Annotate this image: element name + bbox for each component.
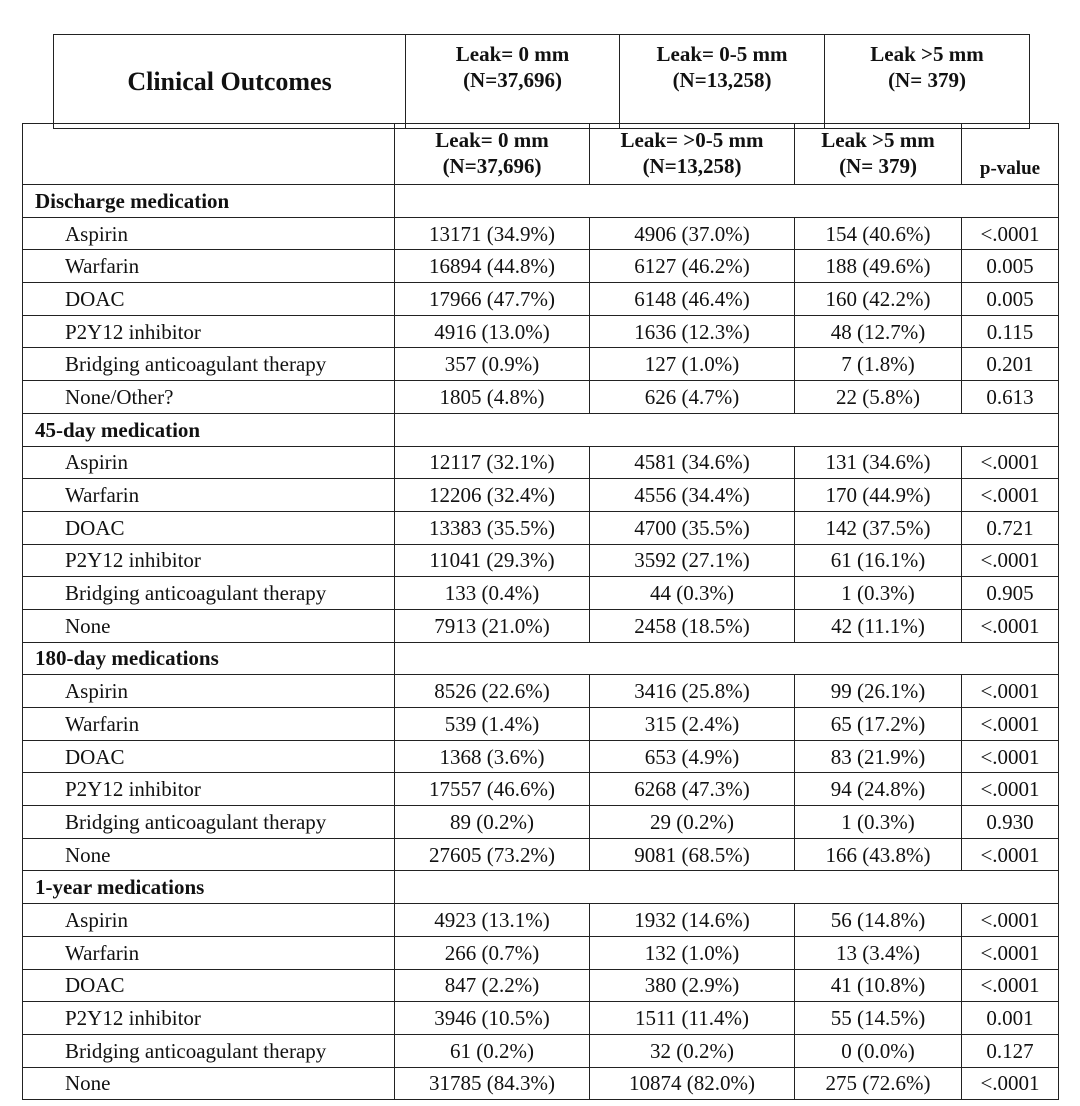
- section-spacer: [395, 871, 1059, 904]
- section-title: Discharge medication: [23, 185, 395, 218]
- row-label: None: [23, 1067, 395, 1100]
- header-col-label: Leak= >0-5 mm: [620, 128, 764, 152]
- table-row: [23, 969, 1059, 1002]
- header-col-count: (N=13,258): [642, 154, 742, 178]
- cell-leak-gt5: 83 (21.9%): [795, 740, 962, 773]
- table-row: [23, 511, 1059, 544]
- cell-leak-0: 89 (0.2%): [395, 806, 590, 839]
- table-row: [23, 609, 1059, 642]
- cell-leak-0: 3946 (10.5%): [395, 1002, 590, 1035]
- cell-pvalue: 0.721: [962, 511, 1059, 544]
- cell-pvalue: 0.115: [962, 315, 1059, 348]
- row-label: None: [23, 838, 395, 871]
- row-label: None: [23, 609, 395, 642]
- cell-leak-gt5: 142 (37.5%): [795, 511, 962, 544]
- cell-leak-0-5: 10874 (82.0%): [590, 1067, 795, 1100]
- cell-leak-0-5: 4581 (34.6%): [590, 446, 795, 479]
- cell-leak-gt5: 61 (16.1%): [795, 544, 962, 577]
- cell-leak-gt5: 166 (43.8%): [795, 838, 962, 871]
- table-row: [23, 773, 1059, 806]
- cell-leak-0-5: 1636 (12.3%): [590, 315, 795, 348]
- table-row: [23, 1034, 1059, 1067]
- cell-leak-0: 27605 (73.2%): [395, 838, 590, 871]
- top-col-count: (N=37,696): [463, 68, 562, 92]
- cell-leak-0-5: 1932 (14.6%): [590, 904, 795, 937]
- section-row: [23, 413, 1059, 446]
- cell-leak-gt5: 55 (14.5%): [795, 1002, 962, 1035]
- row-label: Bridging anticoagulant therapy: [23, 1034, 395, 1067]
- row-label: Bridging anticoagulant therapy: [23, 348, 395, 381]
- cell-leak-0: 17966 (47.7%): [395, 283, 590, 316]
- cell-pvalue: <.0001: [962, 609, 1059, 642]
- medication-table: [22, 123, 1059, 1100]
- top-col-label: Leak >5 mm: [870, 42, 984, 66]
- cell-leak-0: 266 (0.7%): [395, 936, 590, 969]
- header-col-leak-0-5: [590, 124, 795, 185]
- section-row: [23, 642, 1059, 675]
- top-col-count: (N= 379): [888, 68, 966, 92]
- cell-leak-0-5: 4906 (37.0%): [590, 217, 795, 250]
- cell-pvalue: <.0001: [962, 1067, 1059, 1100]
- top-col-leak-gt5: [825, 35, 1030, 129]
- cell-leak-gt5: 154 (40.6%): [795, 217, 962, 250]
- top-col-label: Leak= 0-5 mm: [656, 42, 788, 66]
- table-row: [23, 675, 1059, 708]
- cell-pvalue: <.0001: [962, 740, 1059, 773]
- cell-pvalue: <.0001: [962, 773, 1059, 806]
- cell-leak-0-5: 6127 (46.2%): [590, 250, 795, 283]
- row-label: DOAC: [23, 969, 395, 1002]
- cell-leak-gt5: 41 (10.8%): [795, 969, 962, 1002]
- row-label: Warfarin: [23, 936, 395, 969]
- header-col-pvalue: p-value: [962, 124, 1059, 185]
- table-row: [23, 250, 1059, 283]
- table-row: [23, 1067, 1059, 1100]
- cell-pvalue: <.0001: [962, 838, 1059, 871]
- outcomes-header-row: [54, 35, 1030, 129]
- cell-leak-gt5: 1 (0.3%): [795, 577, 962, 610]
- cell-leak-0: 16894 (44.8%): [395, 250, 590, 283]
- clinical-outcomes-title: Clinical Outcomes: [54, 35, 406, 129]
- cell-pvalue: <.0001: [962, 708, 1059, 741]
- row-label: Aspirin: [23, 904, 395, 937]
- cell-leak-gt5: 65 (17.2%): [795, 708, 962, 741]
- cell-leak-gt5: 170 (44.9%): [795, 479, 962, 512]
- cell-leak-0-5: 6148 (46.4%): [590, 283, 795, 316]
- cell-leak-0-5: 626 (4.7%): [590, 381, 795, 414]
- cell-leak-0: 17557 (46.6%): [395, 773, 590, 806]
- cell-pvalue: <.0001: [962, 969, 1059, 1002]
- section-spacer: [395, 642, 1059, 675]
- header-col-count: (N= 379): [839, 154, 917, 178]
- top-col-leak-0-5: [620, 35, 825, 129]
- section-row: [23, 185, 1059, 218]
- table-row: [23, 544, 1059, 577]
- top-col-label: Leak= 0 mm: [455, 42, 570, 66]
- cell-leak-gt5: 160 (42.2%): [795, 283, 962, 316]
- cell-leak-0-5: 44 (0.3%): [590, 577, 795, 610]
- cell-leak-0-5: 4700 (35.5%): [590, 511, 795, 544]
- table-row: [23, 740, 1059, 773]
- cell-leak-0: 7913 (21.0%): [395, 609, 590, 642]
- header-col-count: (N=37,696): [442, 154, 542, 178]
- cell-leak-gt5: 48 (12.7%): [795, 315, 962, 348]
- table-row: [23, 708, 1059, 741]
- cell-pvalue: <.0001: [962, 904, 1059, 937]
- row-label: DOAC: [23, 740, 395, 773]
- cell-pvalue: 0.930: [962, 806, 1059, 839]
- header-col-leak-gt5: [795, 124, 962, 185]
- cell-leak-gt5: 7 (1.8%): [795, 348, 962, 381]
- row-label: Bridging anticoagulant therapy: [23, 806, 395, 839]
- table-row: [23, 904, 1059, 937]
- row-label: P2Y12 inhibitor: [23, 773, 395, 806]
- cell-leak-0: 13383 (35.5%): [395, 511, 590, 544]
- cell-leak-0: 12206 (32.4%): [395, 479, 590, 512]
- table-row: [23, 1002, 1059, 1035]
- cell-leak-0: 1368 (3.6%): [395, 740, 590, 773]
- cell-leak-0-5: 2458 (18.5%): [590, 609, 795, 642]
- cell-pvalue: 0.905: [962, 577, 1059, 610]
- cell-leak-0-5: 6268 (47.3%): [590, 773, 795, 806]
- row-label: P2Y12 inhibitor: [23, 1002, 395, 1035]
- top-col-leak-0: [406, 35, 620, 129]
- cell-pvalue: 0.201: [962, 348, 1059, 381]
- section-row: [23, 871, 1059, 904]
- cell-pvalue: <.0001: [962, 479, 1059, 512]
- cell-leak-0: 357 (0.9%): [395, 348, 590, 381]
- row-label: P2Y12 inhibitor: [23, 315, 395, 348]
- table-row: [23, 446, 1059, 479]
- header-col-label: Leak >5 mm: [821, 128, 935, 152]
- cell-leak-0-5: 3416 (25.8%): [590, 675, 795, 708]
- header-col-leak-0: [395, 124, 590, 185]
- cell-leak-gt5: 56 (14.8%): [795, 904, 962, 937]
- cell-leak-0: 539 (1.4%): [395, 708, 590, 741]
- cell-leak-gt5: 0 (0.0%): [795, 1034, 962, 1067]
- cell-leak-0-5: 32 (0.2%): [590, 1034, 795, 1067]
- header-blank-cell: [23, 124, 395, 185]
- cell-pvalue: 0.127: [962, 1034, 1059, 1067]
- cell-leak-0-5: 127 (1.0%): [590, 348, 795, 381]
- section-spacer: [395, 185, 1059, 218]
- row-label: Aspirin: [23, 675, 395, 708]
- cell-leak-0: 4923 (13.1%): [395, 904, 590, 937]
- cell-leak-0-5: 29 (0.2%): [590, 806, 795, 839]
- row-label: None/Other?: [23, 381, 395, 414]
- cell-leak-gt5: 94 (24.8%): [795, 773, 962, 806]
- cell-leak-0: 12117 (32.1%): [395, 446, 590, 479]
- cell-leak-0-5: 4556 (34.4%): [590, 479, 795, 512]
- cell-leak-0: 11041 (29.3%): [395, 544, 590, 577]
- top-col-count: (N=13,258): [672, 68, 772, 92]
- cell-pvalue: 0.005: [962, 250, 1059, 283]
- row-label: DOAC: [23, 283, 395, 316]
- cell-leak-0-5: 3592 (27.1%): [590, 544, 795, 577]
- table-row: [23, 348, 1059, 381]
- cell-leak-0: 61 (0.2%): [395, 1034, 590, 1067]
- cell-leak-0-5: 653 (4.9%): [590, 740, 795, 773]
- cell-pvalue: <.0001: [962, 936, 1059, 969]
- table-header-row: [23, 124, 1059, 185]
- table-row: [23, 806, 1059, 839]
- row-label: Aspirin: [23, 446, 395, 479]
- cell-leak-gt5: 188 (49.6%): [795, 250, 962, 283]
- section-title: 1-year medications: [23, 871, 395, 904]
- cell-pvalue: 0.005: [962, 283, 1059, 316]
- cell-pvalue: <.0001: [962, 217, 1059, 250]
- cell-leak-0: 8526 (22.6%): [395, 675, 590, 708]
- table-row: [23, 283, 1059, 316]
- outcomes-header-table: [53, 34, 1030, 129]
- row-label: DOAC: [23, 511, 395, 544]
- cell-leak-gt5: 275 (72.6%): [795, 1067, 962, 1100]
- table-row: [23, 479, 1059, 512]
- cell-leak-0-5: 132 (1.0%): [590, 936, 795, 969]
- cell-pvalue: 0.613: [962, 381, 1059, 414]
- cell-leak-gt5: 131 (34.6%): [795, 446, 962, 479]
- cell-leak-0-5: 315 (2.4%): [590, 708, 795, 741]
- cell-leak-0: 4916 (13.0%): [395, 315, 590, 348]
- row-label: Warfarin: [23, 250, 395, 283]
- cell-leak-0: 847 (2.2%): [395, 969, 590, 1002]
- cell-pvalue: <.0001: [962, 544, 1059, 577]
- cell-leak-gt5: 1 (0.3%): [795, 806, 962, 839]
- cell-leak-0: 31785 (84.3%): [395, 1067, 590, 1100]
- cell-leak-gt5: 22 (5.8%): [795, 381, 962, 414]
- section-spacer: [395, 413, 1059, 446]
- cell-leak-0: 13171 (34.9%): [395, 217, 590, 250]
- cell-leak-0-5: 1511 (11.4%): [590, 1002, 795, 1035]
- cell-leak-0-5: 9081 (68.5%): [590, 838, 795, 871]
- row-label: Warfarin: [23, 708, 395, 741]
- table-row: [23, 315, 1059, 348]
- table-row: [23, 217, 1059, 250]
- section-title: 45-day medication: [23, 413, 395, 446]
- header-col-label: Leak= 0 mm: [435, 128, 549, 152]
- table-row: [23, 577, 1059, 610]
- cell-leak-gt5: 99 (26.1%): [795, 675, 962, 708]
- cell-leak-0: 1805 (4.8%): [395, 381, 590, 414]
- row-label: Aspirin: [23, 217, 395, 250]
- cell-leak-0: 133 (0.4%): [395, 577, 590, 610]
- row-label: P2Y12 inhibitor: [23, 544, 395, 577]
- cell-pvalue: 0.001: [962, 1002, 1059, 1035]
- cell-pvalue: <.0001: [962, 446, 1059, 479]
- row-label: Warfarin: [23, 479, 395, 512]
- cell-leak-gt5: 42 (11.1%): [795, 609, 962, 642]
- section-title: 180-day medications: [23, 642, 395, 675]
- table-row: [23, 936, 1059, 969]
- table-row: [23, 381, 1059, 414]
- cell-pvalue: <.0001: [962, 675, 1059, 708]
- cell-leak-gt5: 13 (3.4%): [795, 936, 962, 969]
- cell-leak-0-5: 380 (2.9%): [590, 969, 795, 1002]
- table-row: [23, 838, 1059, 871]
- row-label: Bridging anticoagulant therapy: [23, 577, 395, 610]
